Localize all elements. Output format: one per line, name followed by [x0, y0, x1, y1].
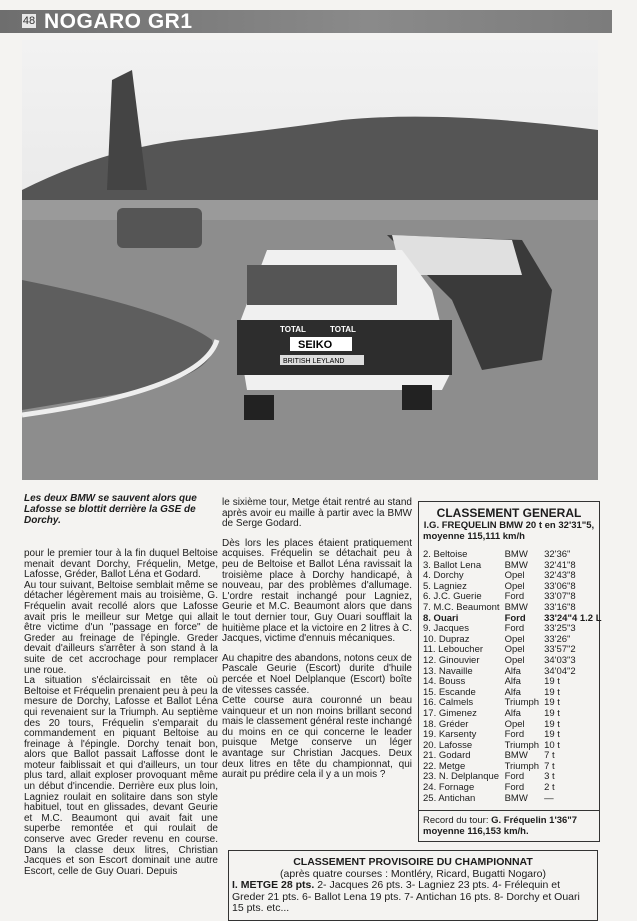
standings-result: 19 t [544, 729, 560, 741]
standings-result: 19 t [544, 707, 560, 719]
standings-result: 32'41"8 [544, 559, 576, 571]
standings-title: CLASSEMENT GENERAL [436, 506, 582, 520]
standings-rows [423, 550, 607, 804]
standings-driver: 9. Jacques [423, 623, 469, 635]
standings-driver: 7. M.C. Beaumont [423, 601, 500, 613]
standings-result: 33'06"8 [544, 580, 576, 592]
standings-make: Alfa [504, 676, 521, 688]
standings-make: Alfa [504, 665, 521, 677]
photo-caption: Les deux BMW se sauvent alors que Lafosse se blottit derrière la GSE de Dorchy. [24, 493, 197, 526]
standings-make: Alfa [504, 686, 521, 698]
standings-make: Opel [504, 633, 525, 645]
championship-leader: I. METGE 28 pts. [232, 879, 315, 891]
standings-make: Ford [504, 623, 525, 635]
paragraph: La situation s'éclaircissait en tête où Beltoise et Fréquelin prenaient peu à peu la mesure de Dorchy, Lafosse et Ballot Léna qui revenaient sur la Triumph. Au septième des 20 tours, Fréquelin s'emparait du commandement en piquant Beltoise au freinage à l'épingle. Dorchy tenait bon, alors que Ballot passait Laffosse dont le moteur faiblissait et qui d'ailleurs, un tour plus tard, allait exploser provoquant même un début d'incendie. Derrière eux plus loin, Lagniez roulait en solitaire dans son style habituel, tout en glissades, devant Geurie et M.C. Beaumont qui avait fait une superbe remontée et qui roulait de conserve avec Greder revenu en course. Dans la classe deux litres, Christian Jacques et son Escort dominait une autre Escort, celle de Guy Ouari. Depuis [24, 675, 218, 877]
standings-driver: 5. Lagniez [423, 580, 467, 592]
standings-row [423, 550, 607, 561]
standings-driver: 20. Lafosse [423, 739, 473, 751]
standings-driver: 24. Fornage [423, 782, 475, 794]
standings-driver: 21. Godard [423, 750, 471, 762]
standings-result: 19 t [544, 676, 560, 688]
standings-result: — [544, 792, 554, 804]
standings-driver: 15. Escande [423, 686, 476, 698]
standings-row [423, 794, 607, 805]
standings-make: Triumph [504, 739, 540, 751]
standings-driver: 8. Ouari [423, 612, 459, 624]
standings-make: Opel [504, 644, 525, 656]
standings-driver: 6. J.C. Guerie [423, 591, 482, 603]
standings-driver: 13. Navaille [423, 665, 473, 677]
standings-driver: 11. Leboucher [423, 644, 484, 656]
standings-driver: 12. Ginouvier [423, 654, 480, 666]
standings-result: 33'24"4 1.2 L [544, 612, 602, 624]
standings-make: Ford [504, 729, 525, 741]
paragraph: Au tour suivant, Beltoise semblait même se détacher légèrement mais au troisième, G. Fréquelin avait recollé alors que Lafosse avait pris le meilleur sur Metge qui allait être victime d'un "passage en force" de Greder au freinage de l'épingle. Greder devait d'ailleurs s'arrêter à son stand à la suite de cet accrochage pour remplacer une roue. [24, 579, 218, 676]
standings-driver: 17. Gimenez [423, 707, 477, 719]
paragraph: Cette course aura couronné un beau vainqueur et un non moins brillant second mais le classement général reste inchangé du moins en ce qui concerne le leader puisque Metge conserve un léger avantage sur Christian Jacques. Deux deux litres en tête du championnat, qui aurait pu prédire cela il y a un mois ? [222, 695, 412, 781]
championship-box [228, 850, 598, 921]
standings-make: BMW [504, 750, 528, 762]
standings-driver: 18. Gréder [423, 718, 469, 730]
standings-result: 3 t [544, 771, 555, 783]
championship-title: CLASSEMENT PROVISOIRE DU CHAMPIONNAT [293, 856, 533, 868]
standings-make: BMW [504, 549, 528, 560]
standings-result: 2 t [544, 782, 555, 794]
championship-subtitle: (après quatre courses : Montléry, Ricard, Bugatti Nogaro) [280, 867, 546, 880]
winner-average: moyenne 115,111 km/h [423, 531, 525, 542]
standings-row [423, 656, 607, 667]
standings-result: 33'16"8 [544, 601, 576, 613]
paragraph: Dès lors les places étaient pratiquement acquises. Fréquelin se détachait peu à peu de Beltoise et Ballot Léna ravissait la troisième place à Dorchy handicapé, à nouveau, par des problèmes d'allumage. L'ordre restait inchangé pour Lagniez, Geurie et M.C. Beaumont alors que dans le tout dernier tour, Guy Ouari soufflait la huitième place et la victoire en 2 litres à C. Jacques, victime d'ennuis mécaniques. [222, 537, 412, 645]
standings-driver: 22. Metge [423, 760, 466, 772]
standings-driver: 3. Ballot Lena [423, 559, 482, 571]
article-column-1 [24, 549, 218, 877]
sponsor-text: SEIKO [298, 339, 333, 351]
standings-result: 33'25"3 [544, 623, 576, 635]
article-column-2 [222, 498, 412, 781]
standings-result: 32'43"8 [544, 570, 576, 582]
standings-make: BMW [504, 601, 528, 613]
standings-result: 7 t [544, 760, 555, 772]
standings-result: 10 t [544, 739, 560, 751]
record-label: Record du tour: [423, 815, 489, 827]
standings-result: 34'04"2 [544, 665, 576, 677]
standings-box [418, 501, 600, 842]
record-value: G. Fréquelin 1'36"7 [491, 815, 578, 827]
standings-driver: 10. Dupraz [423, 633, 470, 645]
lap-record [419, 810, 599, 837]
race-photo-image [22, 40, 598, 480]
standings-result: 33'57"2 [544, 644, 576, 656]
standings-result: 33'07"8 [544, 591, 576, 603]
standings-make: BMW [504, 559, 528, 571]
standings-result: 32'36" [544, 549, 571, 560]
standings-result: 34'03"3 [544, 654, 576, 666]
standings-row [423, 603, 607, 614]
standings-make: Alfa [504, 707, 521, 719]
standings-result: 19 t [544, 718, 560, 730]
standings-result: 19 t [544, 697, 560, 709]
standings-make: Opel [504, 570, 525, 582]
standings-driver: 23. N. Delplanque [423, 771, 500, 783]
standings-driver: 16. Calmels [423, 697, 474, 709]
race-photo [22, 40, 598, 480]
sponsor-text: TOTAL [280, 325, 306, 334]
standings-make: Opel [504, 718, 525, 730]
sponsor-text: BRITISH LEYLAND [283, 358, 345, 365]
standings-make: Ford [504, 612, 526, 624]
standings-make: Opel [504, 580, 525, 592]
standings-driver: 19. Karsenty [423, 729, 477, 741]
standings-row [423, 709, 607, 720]
paragraph: pour le premier tour à la fin duquel Beltoise menait devant Dorchy, Fréquelin, Metge, Lafosse, Gréder, Ballot Léna et Godard. [24, 548, 218, 581]
championship-standings: 2- Jacques 26 pts. 3- Lagniez 23 pts. 4- Frélequin et Greder 21 pts. 6- Ballot Lena 19 pts. 7- Antichan 16 pts. 8- Dorchy et Ouari 15 pts. etc... [232, 879, 580, 914]
record-average: moyenne 116,153 km/h. [423, 826, 529, 838]
standings-result: 33'26" [544, 633, 571, 645]
standings-driver: 14. Bouss [423, 676, 466, 688]
sponsor-text: TOTAL [330, 325, 356, 334]
standings-make: Triumph [504, 760, 540, 772]
page-header [0, 10, 612, 33]
standings-make: Ford [504, 591, 525, 603]
standings-make: Ford [504, 782, 525, 794]
standings-driver: 25. Antichan [423, 792, 476, 804]
standings-driver: 2. Beltoise [423, 549, 468, 560]
standings-result: 7 t [544, 750, 555, 762]
standings-result: 19 t [544, 686, 560, 698]
standings-make: Ford [504, 771, 525, 783]
page-title: NOGARO GR1 [44, 10, 193, 33]
standings-make: BMW [504, 792, 528, 804]
standings-make: Triumph [504, 697, 540, 709]
page-number: 48 [22, 15, 36, 27]
paragraph: le sixième tour, Metge était rentré au stand après avoir eu maille à partir avec la BMW de Serge Godard. [222, 497, 412, 530]
winner-line: I.G. FREQUELIN BMW 20 t en 32'31"5, [423, 520, 595, 531]
standings-make: Opel [504, 654, 525, 666]
standings-driver: 4. Dorchy [423, 570, 464, 582]
paragraph: Au chapitre des abandons, notons ceux de Pascale Geurie (Escort) durite d'huile percée et Noel Delplanque (Escort) boîte de vitesses cassée. [222, 652, 412, 696]
